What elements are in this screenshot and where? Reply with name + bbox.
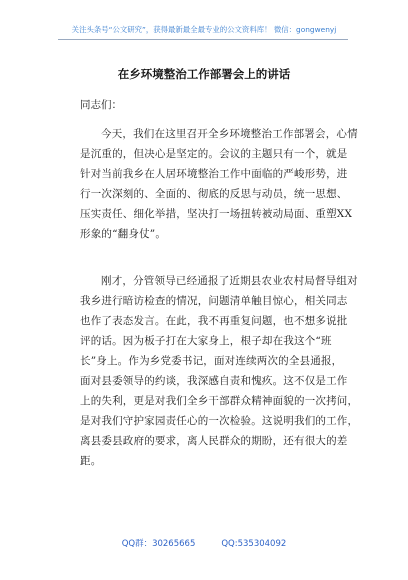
paragraph-line: 是对我们守护家园责任心的一次检验。这说明我们的工作， — [80, 415, 359, 427]
paragraph-line: 压实责任、细化举措，坚决打一场扭转被动局面、重塑XX — [80, 208, 353, 220]
paragraph-line: 是沉重的，但决心是坚定的。会议的主题只有一个，就是 — [80, 148, 348, 160]
paragraph-line: 形象的“翻身仗”。 — [80, 228, 167, 240]
salutation: 同志们： — [80, 99, 122, 111]
paragraph-line: 上的失利，更是对我们全乡干部群众精神面貌的一次拷问， — [80, 395, 359, 407]
paragraph-2 — [80, 271, 359, 471]
paragraph-line: 面对县委领导的约谈，我深感自责和愧疚。这不仅是工作 — [80, 375, 348, 387]
footer-contact — [0, 537, 408, 549]
paragraph-line: 行一次深刻的、全面的、彻底的反思与动员，统一思想、 — [80, 188, 348, 200]
paragraph-line: 今天，我们在这里召开全乡环境整治工作部署会，心情 — [101, 128, 358, 140]
document-title: 在乡环境整治工作部署会上的讲话 — [117, 67, 291, 81]
footer-qq: QQ:535304092 — [221, 539, 287, 549]
paragraph-line: 评的话。因为板子打在大家身上，根子却在我这个“班 — [80, 335, 332, 347]
paragraph-line: 距。 — [80, 455, 102, 467]
paragraph-1 — [80, 124, 358, 244]
paragraph-line: 也作了表态发言。在此，我不再重复问题，也不想多说批 — [80, 315, 348, 327]
paragraph-line: 长”身上。作为乡党委书记，面对连续两次的全县通报， — [80, 355, 343, 367]
header-divider — [58, 39, 348, 40]
paragraph-line: 针对当前我乡在人居环境整治工作中面临的严峻形势，进 — [80, 168, 348, 180]
paragraph-line: 我乡进行暗访检查的情况，问题清单触目惊心，相关同志 — [80, 295, 348, 307]
header-promo-note: 关注头条号“公文研究”，获得最新最全最专业的公文资料库！ 微信：gongwenyj — [71, 25, 337, 34]
paragraph-line: 刚才，分管领导已经通报了近期县农业农村局督导组对 — [101, 275, 358, 287]
footer-qq-group: QQ群：30265665 — [121, 539, 196, 549]
paragraph-line: 离县委县政府的要求，离人民群众的期盼，还有很大的差 — [80, 435, 348, 447]
